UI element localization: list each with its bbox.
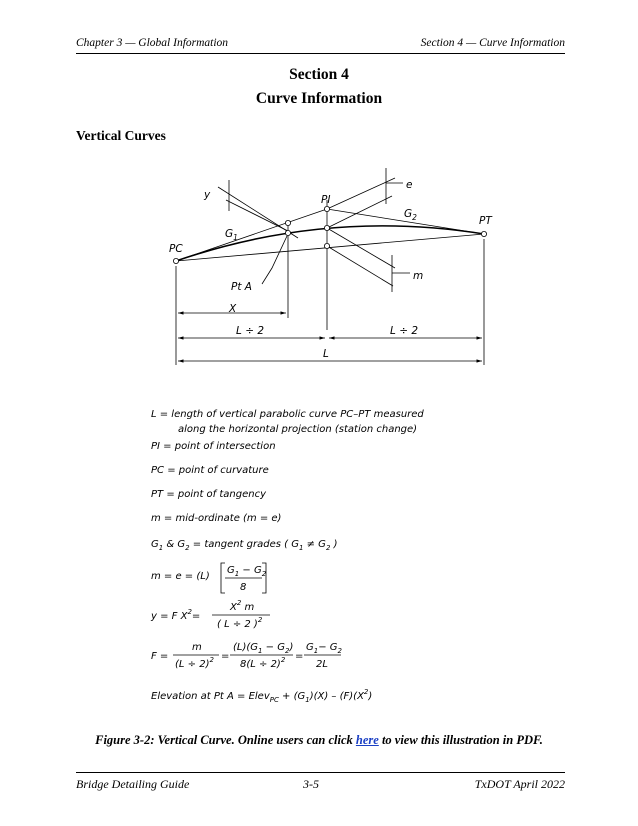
subheading: Vertical Curves — [76, 128, 166, 143]
figure-caption — [0, 733, 638, 748]
m-ext-bottom — [327, 246, 393, 286]
label-pi: PI — [321, 194, 331, 206]
pta-leader — [262, 236, 287, 284]
pt-a-point — [285, 230, 290, 235]
formula-f1-numerator: m — [192, 642, 202, 653]
label-e: e — [406, 179, 413, 191]
header-section: Section 4 — Curve Information — [420, 37, 565, 49]
formula-y-denominator: ( L ÷ 2 )$^2$ — [217, 616, 263, 630]
formula-m-denominator: 8 — [240, 582, 247, 593]
formula-m-lhs: m = e = (L) — [151, 571, 210, 582]
legend-m: m = mid-ordinate (m = e) — [151, 513, 282, 524]
curve-mid-point — [324, 225, 329, 230]
caption-text-before: Figure 3-2: Vertical Curve. Online users can click — [95, 733, 356, 747]
section-number: Section 4 — [289, 66, 349, 83]
label-y: y — [204, 189, 211, 201]
formula-f3-denominator: 2L — [316, 659, 328, 670]
formula-y-numerator: $X^2$ m — [230, 599, 255, 613]
formula-f-lhs: F = — [151, 651, 169, 662]
label-m: m — [413, 270, 424, 282]
pi-point — [324, 206, 329, 211]
y-ext-bottom — [226, 200, 290, 232]
caption-text-after: to view this illustration in PDF. — [378, 733, 543, 747]
parabolic-curve — [176, 226, 484, 261]
pc-point — [173, 258, 178, 263]
formula-f-eq1: = — [221, 651, 230, 662]
legend-pt: PT = point of tangency — [151, 489, 267, 500]
formula-f-eq2: = — [295, 651, 304, 662]
label-g1: $G_1$ — [225, 228, 238, 242]
label-pt-a: Pt A — [231, 281, 252, 293]
formula-f2-numerator: $(L)(G_1 - G_2)$ — [233, 642, 294, 655]
label-l: L — [323, 348, 329, 360]
label-l-half-left: L ÷ 2 — [236, 325, 265, 337]
e-ext-bottom — [327, 196, 392, 228]
label-pc: PC — [169, 243, 183, 255]
header-chapter: Chapter 3 — Global Information — [76, 37, 229, 49]
label-l-half-right: L ÷ 2 — [390, 325, 419, 337]
legend-pi: PI = point of intersection — [151, 441, 276, 452]
formula-m-numerator: $G_1 - G_2$ — [227, 565, 267, 578]
legend-l-line2: along the horizontal projection (station change) — [178, 424, 418, 435]
section-title: Curve Information — [255, 90, 383, 107]
legend-l-line1: L = length of vertical parabolic curve PC–PT measured — [151, 409, 424, 420]
m-ext-top — [327, 228, 395, 268]
formula-y-lhs: y = F $X^2=$ — [151, 608, 201, 622]
tangent-point-a — [285, 220, 290, 225]
e-ext-top — [327, 178, 395, 209]
legend-pc: PC = point of curvature — [151, 465, 269, 476]
formula-f3-numerator: $G_1- G_2$ — [306, 642, 342, 655]
label-g2: $G_2$ — [404, 208, 417, 222]
formula-f2-denominator: $8(L \div 2)^2$ — [240, 656, 286, 670]
footer-guide-name: Bridge Detailing Guide — [76, 777, 190, 791]
footer-page-number: 3-5 — [303, 777, 319, 791]
pdf-link[interactable]: here — [355, 733, 379, 747]
label-x: X — [229, 303, 237, 315]
footer-date: TxDOT April 2022 — [474, 777, 565, 791]
running-footer — [76, 772, 565, 793]
formula-f1-denominator: $(L \div 2)^2$ — [175, 656, 214, 670]
label-pt: PT — [479, 215, 492, 227]
formula-elevation: Elevation at Pt A = Elev$_{PC}$ + $(G_1)(X) - (F)(X^2)$ — [151, 688, 373, 704]
chord-mid-point — [324, 243, 329, 248]
pt-point — [481, 231, 486, 236]
legend-grades: $G_1$ & $G_2$ = tangent grades ( $G_1 \ne G_2$ ) — [151, 539, 338, 552]
